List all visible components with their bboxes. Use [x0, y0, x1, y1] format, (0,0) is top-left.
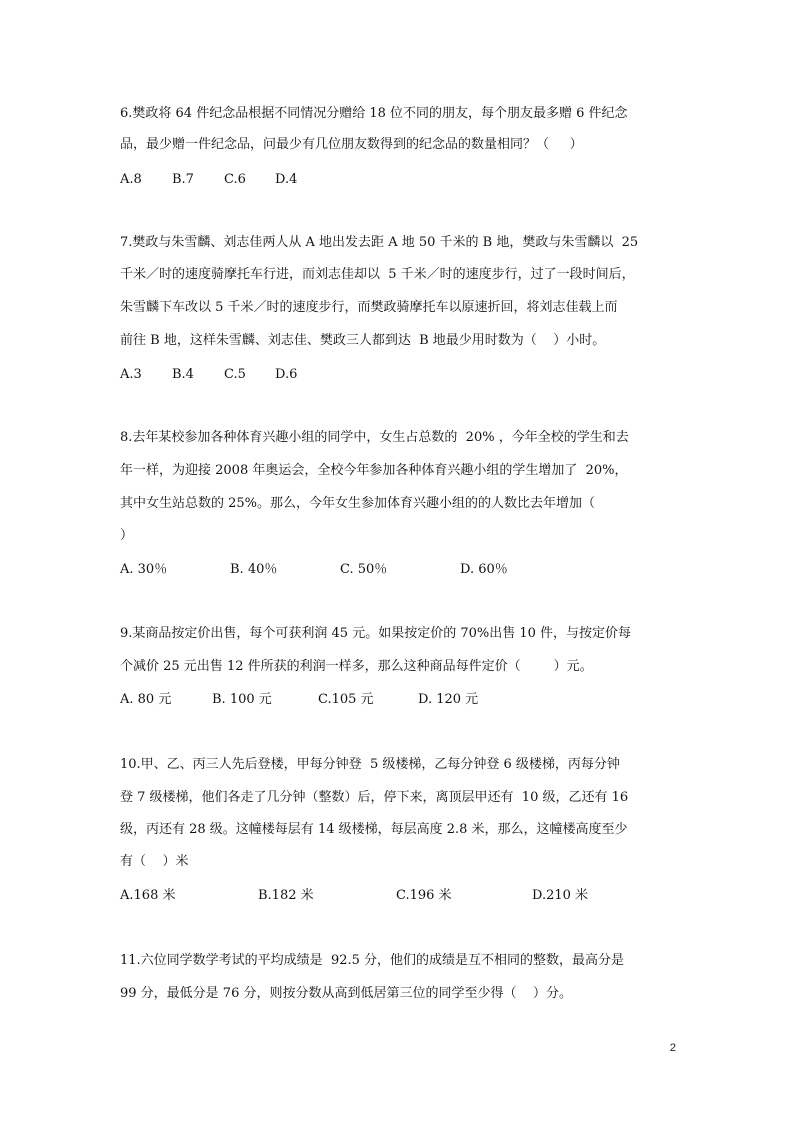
question-7-line-2: 千米／时的速度骑摩托车行进，而刘志佳却以 5 千米／时的速度步行，过了一段时间后， — [120, 267, 635, 282]
question-9-line-1: 9.某商品按定价出售，每个可获利润 45 元。如果按定价的 70%出售 10 件，与按定价每 — [120, 626, 632, 641]
choice-d: D. 60％ — [460, 562, 508, 577]
choice-b: B.4 — [172, 367, 194, 382]
question-6-line-1: 6.樊政将 64 件纪念品根据不同情况分赠给 18 位不同的朋友，每个朋友最多赠 6 件纪念 — [120, 106, 628, 121]
choice-c: C.105 元 — [318, 692, 374, 707]
choice-b: B.182 米 — [258, 888, 314, 903]
question-7-line-3: 朱雪麟下车改以 5 千米／时的速度步行，而樊政骑摩托车以原速折回，将刘志佳载上而 — [120, 300, 618, 315]
choice-b: B. 40％ — [230, 562, 278, 577]
question-11-line-2: 99 分，最低分是 76 分，则按分数从高到低居第三位的同学至少得（ ）分。 — [120, 986, 573, 1001]
question-10-line-3: 级，丙还有 28 级。这幢楼每层有 14 级楼梯，每层高度 2.8 米，那么，这幢楼高度至少 — [120, 822, 628, 837]
question-10-line-4: 有（ ）米 — [120, 854, 189, 869]
choice-d: D.4 — [275, 172, 298, 187]
page-number: 2 — [669, 1042, 676, 1054]
question-8-line-1: 8.去年某校参加各种体育兴趣小组的同学中，女生占总数的 20% ，今年全校的学生和去 — [120, 430, 629, 445]
choice-c: C. 50％ — [340, 562, 388, 577]
choice-a: A. 30％ — [120, 562, 168, 577]
choice-c: C.5 — [224, 367, 246, 382]
choice-b: B.7 — [172, 172, 194, 187]
choice-a: A.8 — [120, 172, 142, 187]
question-8-line-4: ） — [120, 528, 134, 543]
question-10-line-2: 登 7 级楼梯，他们各走了几分钟（整数）后，停下来，离顶层甲还有 10 级，乙还有 16 — [120, 790, 629, 805]
choice-a: A.3 — [120, 367, 142, 382]
choice-b: B. 100 元 — [212, 692, 272, 707]
question-9-line-2: 个减价 25 元出售 12 件所获的利润一样多，那么这种商品每件定价（ ）元。 — [120, 659, 593, 674]
choice-a: A. 80 元 — [120, 692, 172, 707]
question-8-line-3: 其中女生站总数的 25%。那么，今年女生参加体育兴趣小组的的人数比去年增加（ — [120, 496, 596, 511]
choice-c: C.6 — [224, 172, 246, 187]
question-7-line-1: 7.樊政与朱雪麟、刘志佳两人从 A 地出发去距 A 地 50 千米的 B 地，樊政与朱雪麟以 25 — [120, 235, 639, 250]
question-6-line-2: 品，最少赠一件纪念品，问最少有几位朋友数得到的纪念品的数量相同？（ ） — [120, 137, 583, 152]
choice-d: D.6 — [275, 367, 298, 382]
choice-d: D.210 米 — [532, 888, 589, 903]
choice-d: D. 120 元 — [418, 692, 479, 707]
question-11-line-1: 11.六位同学数学考试的平均成绩是 92.5 分，他们的成绩是互不相同的整数，最高分是 — [120, 953, 625, 968]
question-7-line-4: 前往 B 地，这样朱雪麟、刘志佳、樊政三人都到达 B 地最少用时数为（ ）小时。 — [120, 333, 606, 348]
question-10-line-1: 10.甲、乙、丙三人先后登楼，甲每分钟登 5 级楼梯，乙每分钟登 6 级楼梯，丙每分钟 — [120, 757, 620, 772]
choice-a: A.168 米 — [120, 888, 176, 903]
question-8-line-2: 年一样，为迎接 2008 年奥运会，全校今年参加各种体育兴趣小组的学生增加了 20%， — [120, 463, 628, 478]
choice-c: C.196 米 — [396, 888, 452, 903]
